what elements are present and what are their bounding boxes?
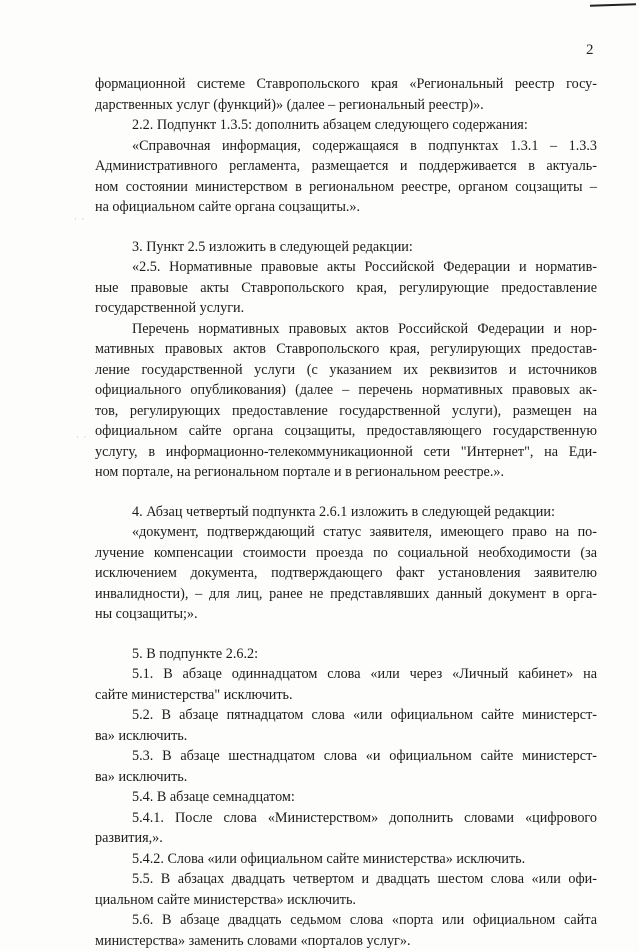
text-line: ны соцзащиты;». bbox=[95, 604, 597, 625]
text-line: тов, регулирующих предоставление государственной услуги), размещен на bbox=[95, 401, 597, 422]
text-line: 5.4. В абзаце семнадцатом: bbox=[95, 787, 597, 808]
document-body bbox=[95, 74, 597, 951]
text-line: 5.3. В абзаце шестнадцатом слова «и официальном сайте министерст- bbox=[95, 746, 597, 767]
text-line: исключением документа, подтверждающего факт установления заявителю bbox=[95, 563, 597, 584]
text-line: «2.5. Нормативные правовые акты Российской Федерации и норматив- bbox=[95, 257, 597, 278]
text-line: 5.4.2. Слова «или официальном сайте министерства» исключить. bbox=[95, 849, 597, 870]
text-line: ные правовые акты Ставропольского края, регулирующие предоставление bbox=[95, 278, 597, 299]
text-line: официального опубликования) (далее – перечень нормативных правовых ак- bbox=[95, 380, 597, 401]
text-line: на официальном сайте органа соцзащиты.». bbox=[95, 197, 597, 218]
paragraph bbox=[95, 257, 597, 319]
text-line: ва» исключить. bbox=[95, 767, 597, 788]
text-line: ление государственной услуги (с указанием их реквизитов и источников bbox=[95, 360, 597, 381]
paragraph bbox=[95, 664, 597, 705]
paragraph bbox=[95, 808, 597, 849]
text-line: 4. Абзац четвертый подпункта 2.6.1 изложить в следующей редакции: bbox=[95, 502, 597, 523]
text-line: ном состоянии министерством в региональном реестре, органом соцзащиты – bbox=[95, 177, 597, 198]
paragraph bbox=[95, 869, 597, 910]
page-number: 2 bbox=[586, 42, 594, 59]
text-line: официальном сайте органа соцзащиты, предоставляющего государственную bbox=[95, 421, 597, 442]
text-line: 2.2. Подпункт 1.3.5: дополнить абзацем следующего содержания: bbox=[95, 115, 597, 136]
text-line: 5.2. В абзаце пятнадцатом слова «или официальном сайте министерст- bbox=[95, 705, 597, 726]
text-line: дарственных услуг (функций)» (далее – региональный реестр)». bbox=[95, 95, 597, 116]
text-line: 5.6. В абзаце двадцать седьмом слова «порта или официальном сайта bbox=[95, 910, 597, 931]
paragraph bbox=[95, 237, 597, 258]
paragraph bbox=[95, 502, 597, 523]
paragraph bbox=[95, 849, 597, 870]
text-line: «документ, подтверждающий статус заявителя, имеющего право на по- bbox=[95, 522, 597, 543]
text-line: лучение компенсации стоимости проезда по социальной необходимости (за bbox=[95, 543, 597, 564]
text-line: 5.5. В абзацах двадцать четвертом и двадцать шестом слова «или офи- bbox=[95, 869, 597, 890]
text-line: Перечень нормативных правовых актов Российской Федерации и нор- bbox=[95, 319, 597, 340]
text-line: развития,». bbox=[95, 828, 597, 849]
text-line: ном портале, на региональном портале и в региональном реестре.». bbox=[95, 462, 597, 483]
text-line: министерства» заменить словами «порталов услуг». bbox=[95, 931, 597, 951]
text-line: услугу, в информационно-телекоммуникационной сети "Интернет", на Еди- bbox=[95, 442, 597, 463]
paragraph bbox=[95, 910, 597, 951]
paragraph bbox=[95, 787, 597, 808]
text-line: формационной системе Ставропольского края «Региональный реестр госу- bbox=[95, 74, 597, 95]
text-line: 5.1. В абзаце одиннадцатом слова «или через «Личный кабинет» на bbox=[95, 664, 597, 685]
text-line: циальном сайте министерства» исключить. bbox=[95, 890, 597, 911]
paragraph bbox=[95, 705, 597, 746]
text-line: 5.4.1. После слова «Министерством» дополнить словами «цифрового bbox=[95, 808, 597, 829]
paragraph bbox=[95, 522, 597, 625]
text-line: 3. Пункт 2.5 изложить в следующей редакции: bbox=[95, 237, 597, 258]
paragraph bbox=[95, 115, 597, 136]
text-line: инвалидности), – для лиц, ранее не представлявших данный документ в орга- bbox=[95, 584, 597, 605]
text-line: 5. В подпункте 2.6.2: bbox=[95, 644, 597, 665]
paragraph bbox=[95, 74, 597, 115]
scan-speck: · · bbox=[74, 214, 85, 224]
text-line: сайте министерства" исключить. bbox=[95, 685, 597, 706]
paragraph bbox=[95, 746, 597, 787]
paragraph bbox=[95, 644, 597, 665]
text-line: «Справочная информация, содержащаяся в подпунктах 1.3.1 – 1.3.3 bbox=[95, 136, 597, 157]
corner-pen-mark bbox=[590, 3, 636, 7]
paragraph bbox=[95, 136, 597, 218]
text-line: Административного регламента, размещается и поддерживается в актуаль- bbox=[95, 156, 597, 177]
scan-speck: · · bbox=[76, 432, 87, 442]
text-line: ва» исключить. bbox=[95, 726, 597, 747]
text-line: мативных правовых актов Ставропольского края, регулирующих предостав- bbox=[95, 339, 597, 360]
paragraph bbox=[95, 319, 597, 483]
text-line: государственной услуги. bbox=[95, 298, 597, 319]
